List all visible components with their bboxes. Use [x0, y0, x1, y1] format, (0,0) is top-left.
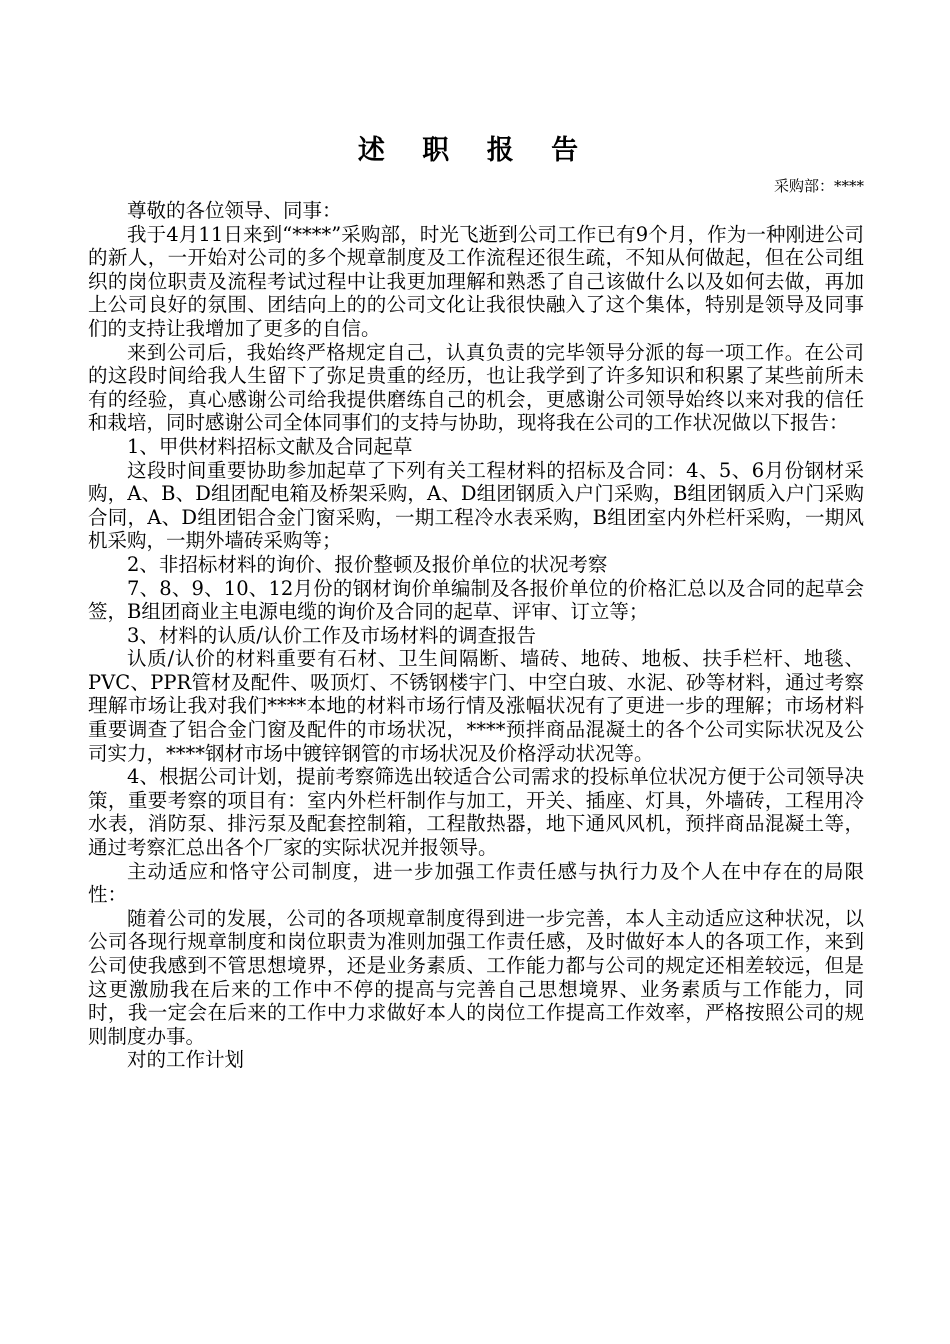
paragraph-section-1: 这段时间重要协助参加起草了下列有关工程材料的招标及合同：4、5、6月份钢材采购，A、B、D组团配电箱及桥架采购，A、D组团钢质入户门采购，B组团钢质入户门采购合同，A、D组团铝合金门窗采购，一期工程冷水表采购，B组团室内外栏杆采购，一期风机采购，一期外墙砖采购等；	[88, 458, 864, 553]
section-heading-1: 1、甲供材料招标文献及合同起草	[127, 434, 413, 458]
paragraph-section-4: 4、根据公司计划，提前考察筛选出较适合公司需求的投标单位状况方便于公司领导决策，重要考察的项目有：室内外栏杆制作与加工，开关、插座、灯具，外墙砖，工程用冷水表，消防泵、排污泵及配套控制箱，工程散热器，地下通风风机，预拌商品混凝土等，通过考察汇总出各个厂家的实际状况并报领导。	[88, 765, 864, 860]
paragraph-discipline: 随着公司的发展，公司的各项规章制度得到进一步完善，本人主动适应这种状况，以公司各现行规章制度和岗位职责为准则加强工作责任感，及时做好本人的各项工作，来到公司使我感到不管思想境界，还是业务素质、工作能力都与公司的规定还相差较远，但是这更激励我在后来的工作中不停的提高与完善自己思想境界、业务素质与工作能力，同时，我一定会在后来的工作中力求做好本人的岗位工作提高工作效率，严格按照公司的规则制度办事。	[88, 906, 864, 1048]
document-body	[88, 199, 864, 1072]
department-label: 采购部：****	[773, 177, 864, 195]
section-heading-2: 2、非招标材料的询价、报价整顿及报价单位的状况考察	[127, 552, 608, 576]
salutation: 尊敬的各位领导、同事：	[127, 199, 342, 222]
paragraph-overview: 来到公司后，我始终严格规定自己，认真负责的完毕领导分派的每一项工作。在公司的这段时间给我人生留下了弥足贵重的经历，也让我学到了许多知识和积累了某些前所未有的经验，真心感谢公司给我提供磨练自己的机会，更感谢公司领导始终以来对我的信任和栽培，同时感谢公司全体同事们的支持与协助，现将我在公司的工作状况做以下报告：	[88, 340, 864, 435]
paragraph-section-3: 认质/认价的材料重要有石材、卫生间隔断、墙砖、地砖、地板、扶手栏杆、地毯、PVC、PPR管材及配件、吸顶灯、不锈钢楼宇门、中空白玻、水泥、砂等材料，通过考察理解市场让我对我们****本地的材料市场行情及涨幅状况有了更进一步的理解；市场材料重要调查了铝合金门窗及配件的市场状况，****预拌商品混凝土的各个公司实际状况及公司实力，****钢材市场中镀锌钢管的市场状况及价格浮动状况等。	[88, 647, 865, 765]
paragraph-section-2: 7、8、9、10、12月份的钢材询价单编制及各报价单位的价格汇总以及合同的起草会签，B组团商业主电源电缆的询价及合同的起草、评审、订立等；	[88, 576, 864, 624]
paragraph-work-plan: 对的工作计划	[127, 1048, 245, 1072]
paragraph-intro: 我于4月11日来到“****”采购部，时光飞逝到公司工作已有9个月，作为一种刚进公司的新人，一开始对公司的多个规章制度及工作流程还很生疏，不知从何做起，但在公司组织的岗位职责及流程考试过程中让我更加理解和熟悉了自己该做什么以及如何去做，再加上公司良好的氛围、团结向上的的公司文化让我很快融入了这个集体，特别是领导及同事们的支持让我增加了更多的自信。	[88, 222, 864, 340]
paragraph-discipline-heading: 主动适应和恪守公司制度，进一步加强工作责任感与执行力及个人在中存在的局限性：	[88, 859, 864, 907]
page-title: 述 职 报 告	[357, 135, 593, 166]
section-heading-3: 3、材料的认质/认价工作及市场材料的调查报告	[127, 623, 536, 647]
